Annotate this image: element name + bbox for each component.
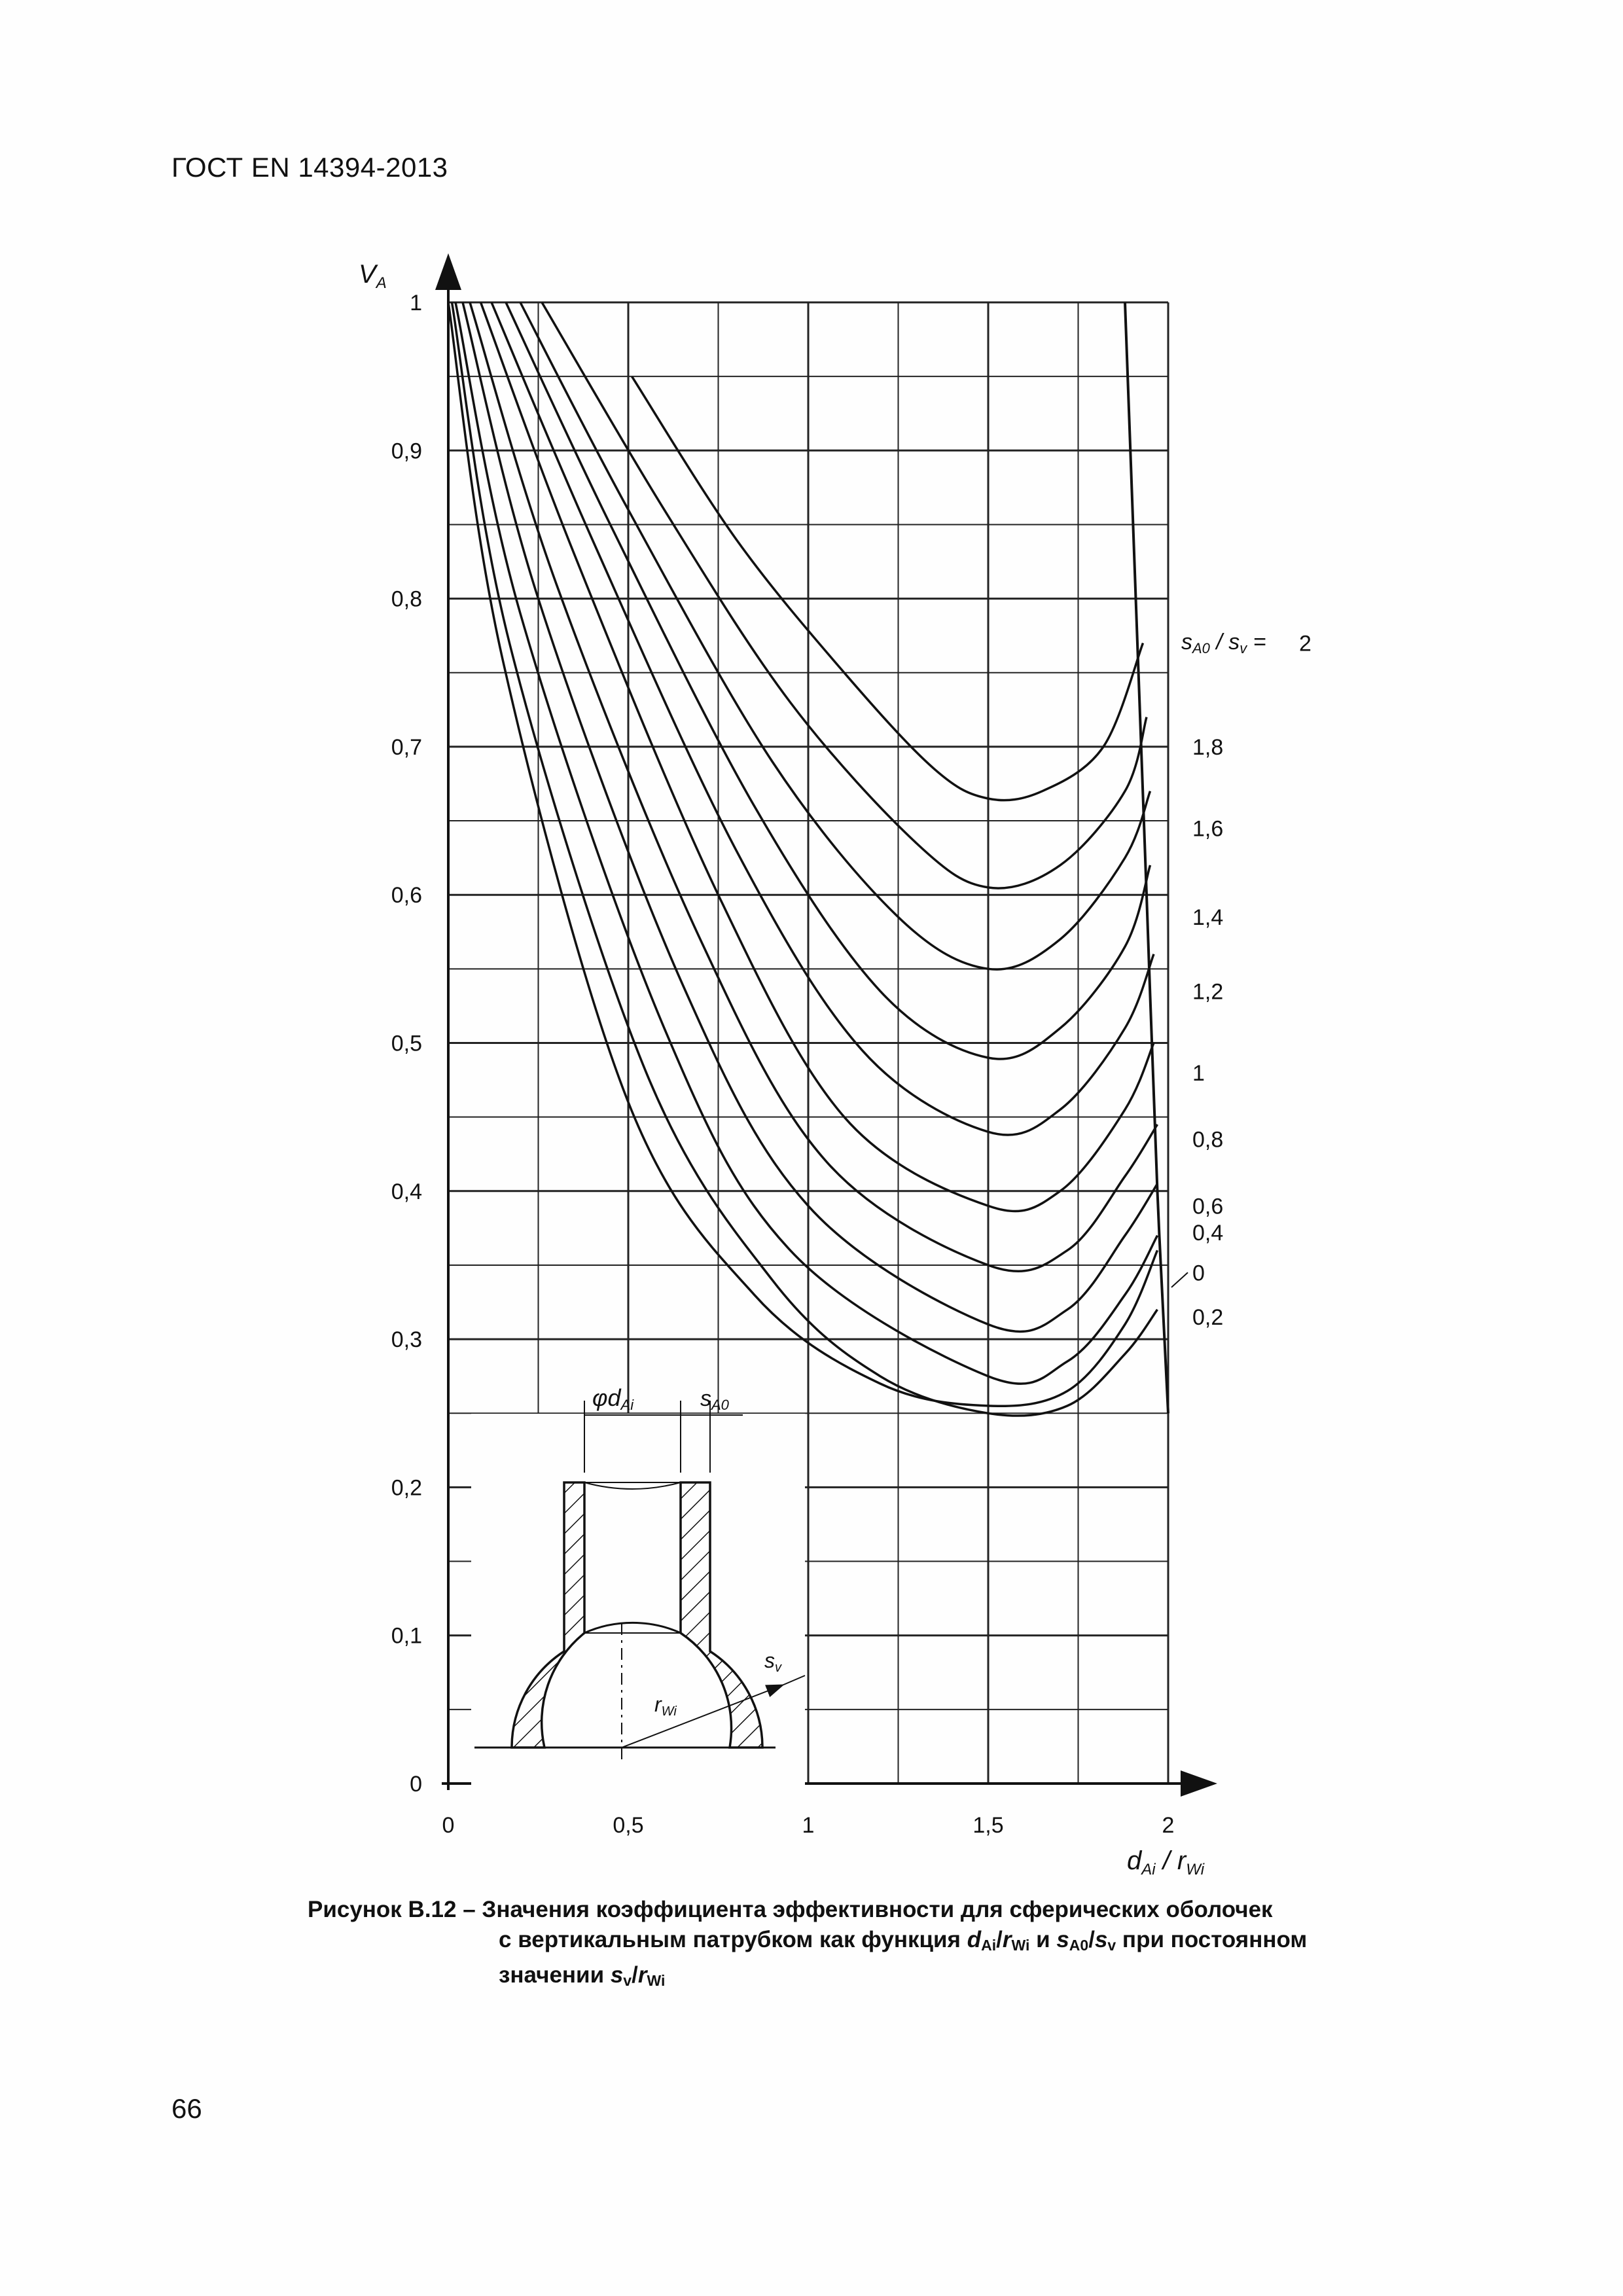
y-tick-label: 0,2 [391,1475,422,1501]
series-label: 1,8 [1192,734,1224,760]
inset-label-diameter: φdAi [592,1384,634,1413]
y-tick-label: 0,7 [391,734,422,760]
series-line-10 [448,302,1158,1406]
series-label-leader [1171,1272,1188,1287]
caption-line-2: с вертикальным патрубком как функция $d_{Ai}/r_{Wi}$ и $s_{A0}/s_v$ при постоянном [499,1927,1308,1954]
series-label: 1 [1192,1060,1205,1086]
y-axis-label: $V_A$ [359,260,387,292]
series-line-5 [481,302,1154,1211]
y-tick-label: 0,5 [391,1031,422,1056]
series-label: 0,8 [1192,1127,1224,1153]
document-header: ГОСТ EN 14394-2013 [171,152,448,183]
y-tick-label: 1 [410,291,422,315]
inset-label-shell-thickness: sv [764,1649,781,1675]
nozzle-inset-diagram [471,1384,805,1793]
x-tick-label: 1 [802,1813,815,1838]
series-label: 1,2 [1192,979,1224,1005]
series-label: 2 [1299,631,1311,656]
caption-line-3: значении $s_v/r_{Wi}$ [499,1962,666,1989]
series-label: 1,4 [1192,905,1224,931]
legend-title: sA0 / sv = [1181,630,1266,656]
limit-curve [1125,302,1168,1413]
x-tick-label: 0,5 [613,1813,644,1838]
series-label: 0,2 [1192,1305,1224,1331]
y-tick-label: 0,6 [391,883,422,908]
x-tick-label: 0 [442,1813,455,1838]
figure-caption [308,1895,1307,1996]
y-tick-label: 0,4 [391,1179,422,1204]
inset-label-radius: rWi [654,1693,677,1719]
series-line-9 [452,302,1158,1416]
chart-series-labels [1171,631,1311,1330]
caption-line-1: Рисунок В.12 – Значения коэффициента эффективности для сферических оболочек [308,1897,1273,1922]
y-tick-label: 0,1 [391,1623,422,1649]
series-label: 0,4 [1192,1221,1224,1246]
y-tick-label: 0,8 [391,586,422,612]
series-line-0 [632,376,1143,800]
series-line-1 [542,302,1147,888]
y-tick-label: 0 [410,1772,422,1797]
inset-label-nozzle-thickness: sA0 [700,1386,729,1413]
y-tick-label: 0,9 [391,439,422,464]
page-number: 66 [171,2093,202,2124]
x-tick-label: 1,5 [972,1813,1004,1838]
series-label: 1,6 [1192,816,1224,842]
series-label: 0,6 [1192,1194,1224,1219]
series-label: 0 [1192,1261,1205,1286]
x-tick-label: 2 [1162,1813,1175,1838]
y-tick-label: 0,3 [391,1327,422,1353]
series-line-4 [491,302,1154,1135]
x-axis-label: $d_{Ai} / r_{Wi}$ [1127,1846,1205,1878]
